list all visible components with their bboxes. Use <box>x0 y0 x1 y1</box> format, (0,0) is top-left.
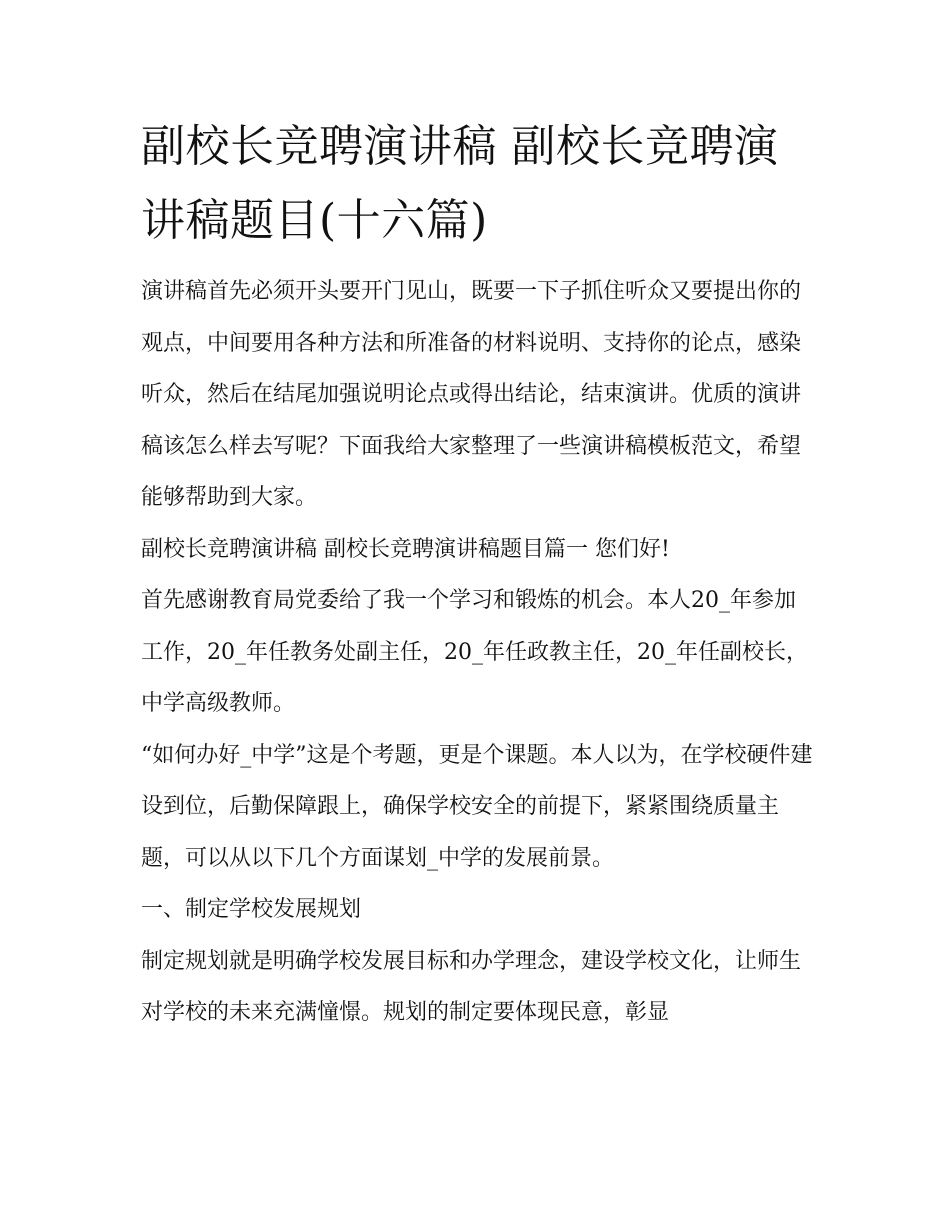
paragraph-topic: “如何办好_中学”这是个考题，更是个课题。本人以为，在学校硬件建设到位，后勤保障跟上，确保学校安全的前提下，紧紧围绕质量主题，可以从以下几个方面谋划_中学的发展前景。 <box>141 742 813 871</box>
paragraph-planning: 制定规划就是明确学校发展目标和办学理念，建设学校文化，让师生对学校的未来充满憧憬。规划的制定要体现民意，彰显 <box>141 948 802 1025</box>
paragraph-subheading-planning: 一、制定学校发展规划 <box>141 897 362 922</box>
paragraph-self-introduction: 首先感谢教育局党委给了我一个学习和锻炼的机会。本人20_年参加工作，20_年任教务处副主任，20_年任政教主任，20_年任副校长，中学高级教师。 <box>141 588 808 716</box>
paragraph-section-heading: 副校长竞聘演讲稿 副校长竞聘演讲稿题目篇一 您们好! <box>141 536 670 562</box>
paragraph-intro: 演讲稿首先必须开头要开门见山，既要一下子抓住听众又要提出你的观点，中间要用各种方法和所准备的材料说明、支持你的论点，感染听众，然后在结尾加强说明论点或得出结论，结束演讲。优质的演讲稿该怎么样去写呢？下面我给大家整理了一些演讲稿模板范文，希望能够帮助到大家。 <box>141 279 802 510</box>
document-title: 副校长竞聘演讲稿 副校长竞聘演讲稿题目(十六篇) <box>141 121 779 246</box>
document-content <box>141 110 813 1039</box>
